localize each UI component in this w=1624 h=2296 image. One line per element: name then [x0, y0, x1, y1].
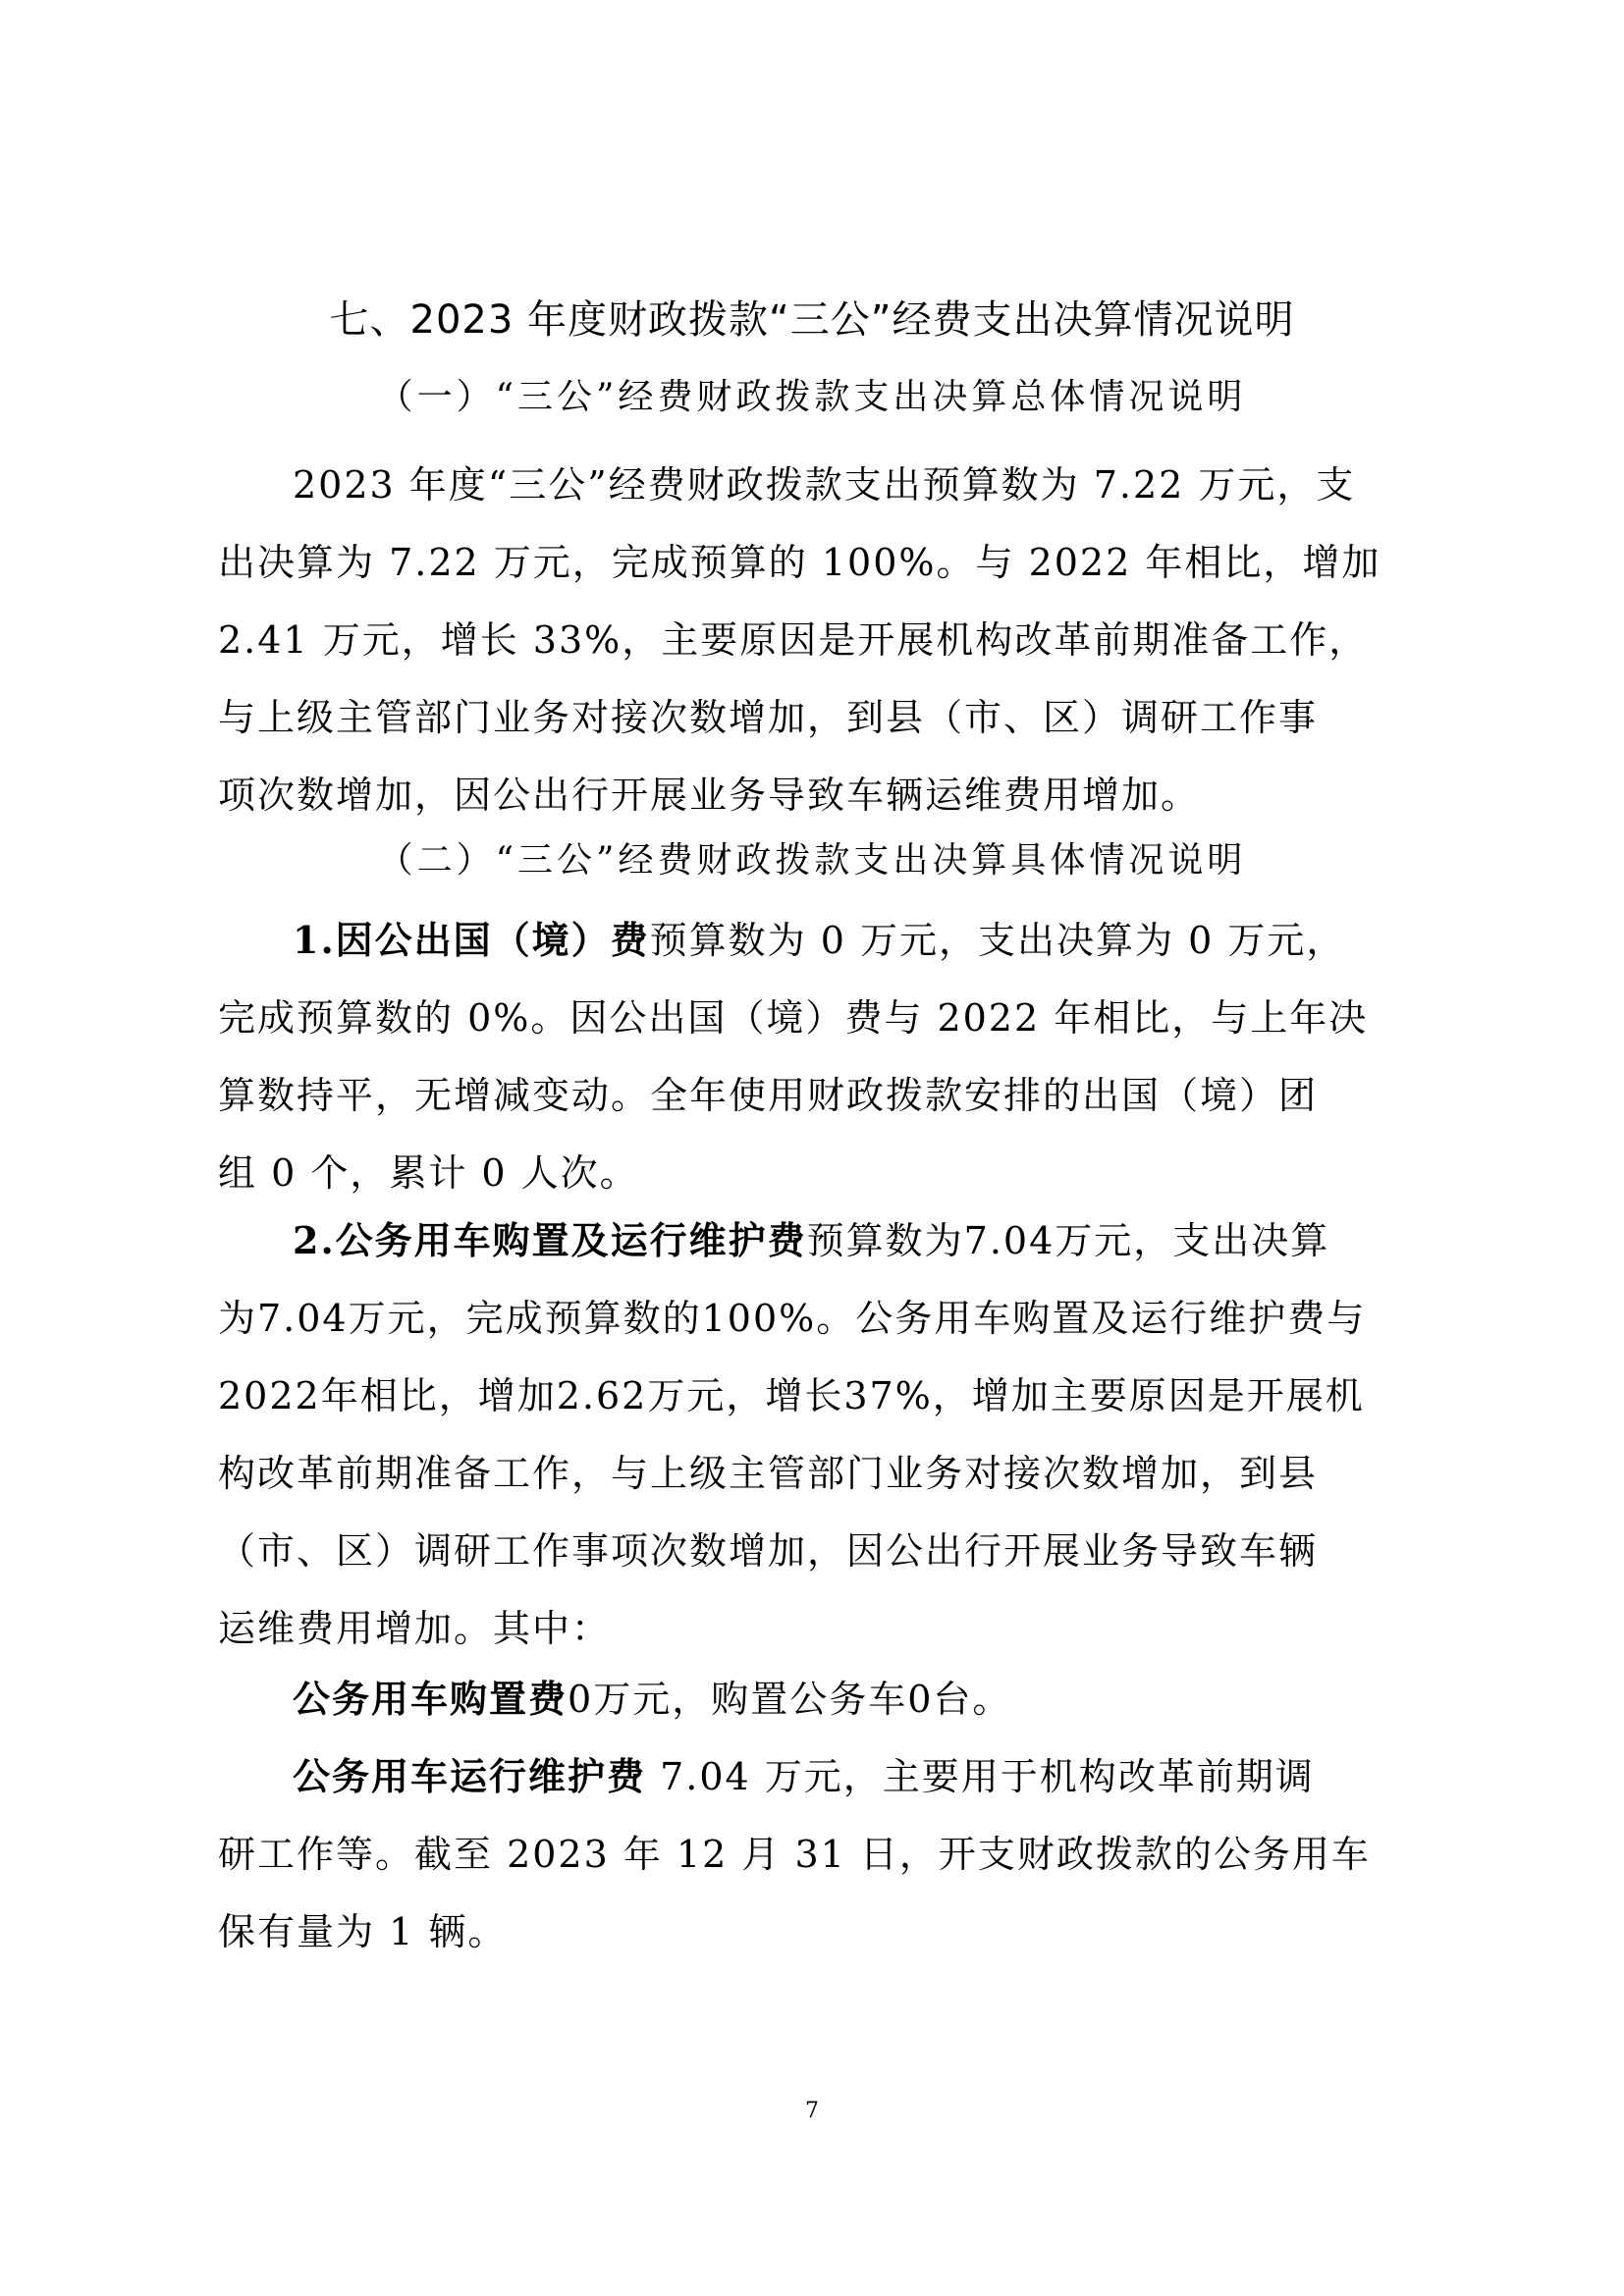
paragraph-line: 构改革前期准备工作，与上级主管部门业务对接次数增加，到县	[218, 1452, 1319, 1495]
paragraph-line: 出决算为 7.22 万元，完成预算的 100%。与 2022 年相比，增加	[218, 541, 1381, 584]
item1-label: 1.因公出国（境）费	[293, 918, 650, 962]
paragraph-line: （市、区）调研工作事项次数增加，因公出行开展业务导致车辆	[218, 1529, 1319, 1573]
paragraph-line	[218, 1201, 1406, 1280]
paragraph-line	[218, 1660, 1406, 1738]
paragraph-line: 2022年相比，增加2.62万元，增长37%，增加主要原因是开展机	[218, 1374, 1365, 1417]
paragraph-line: 项次数增加，因公出行开展业务导致车辆运维费用增加。	[218, 774, 1201, 817]
item2-paragraph	[218, 1201, 1406, 1668]
section1-paragraph	[218, 447, 1406, 834]
paragraph-line	[218, 1737, 1406, 1816]
purchase-paragraph	[218, 1660, 1406, 1738]
item2-label: 2.公务用车购置及运行维护费	[293, 1218, 807, 1262]
subsection-heading-1: （一）“三公”经费财政拨款支出决算总体情况说明	[377, 377, 1247, 417]
maintenance-label: 公务用车运行维护费	[293, 1754, 647, 1798]
item1-paragraph	[218, 901, 1406, 1212]
maintenance-first-line-text: 7.04 万元，主要用于机构改革前期调	[646, 1755, 1315, 1798]
paragraph-line: 保有量为 1 辆。	[218, 1910, 508, 1953]
item2-first-line-text: 预算数为7.04万元，支出决算	[806, 1219, 1330, 1262]
section-title: 七、2023 年度财政拨款“三公”经费支出决算情况说明	[329, 297, 1295, 343]
page-number: 7	[805, 2099, 819, 2123]
paragraph-line: 2.41 万元，增长 33%，主要原因是开展机构改革前期准备工作，	[218, 618, 1369, 662]
paragraph-line: 算数持平，无增减变动。全年使用财政拨款安排的出国（境）团	[218, 1074, 1319, 1117]
paragraph-line: 研工作等。截至 2023 年 12 月 31 日，开支财政拨款的公务用车	[218, 1833, 1371, 1876]
subsection-heading-2: （二）“三公”经费财政拨款支出决算具体情况说明	[377, 840, 1247, 881]
purchase-label: 公务用车购置费	[293, 1677, 568, 1721]
paragraph-line: 组 0 个，累计 0 人次。	[218, 1151, 639, 1195]
paragraph-line: 为7.04万元，完成预算数的100%。公务用车购置及运行维护费与	[218, 1297, 1367, 1340]
paragraph-line: 完成预算数的 0%。因公出国（境）费与 2022 年相比，与上年决	[218, 996, 1369, 1040]
maintenance-paragraph	[218, 1737, 1406, 1971]
purchase-text: 0万元，购置公务车0台。	[568, 1678, 1012, 1721]
paragraph-line	[218, 901, 1406, 980]
paragraph-line: 运维费用增加。其中：	[218, 1607, 612, 1650]
paragraph-line: 与上级主管部门业务对接次数增加，到县（市、区）调研工作事	[218, 696, 1319, 739]
item1-first-line-text: 预算数为 0 万元，支出决算为 0 万元，	[649, 919, 1346, 962]
paragraph-line: 2023 年度“三公”经费财政拨款支出预算数为 7.22 万元，支	[293, 463, 1356, 507]
